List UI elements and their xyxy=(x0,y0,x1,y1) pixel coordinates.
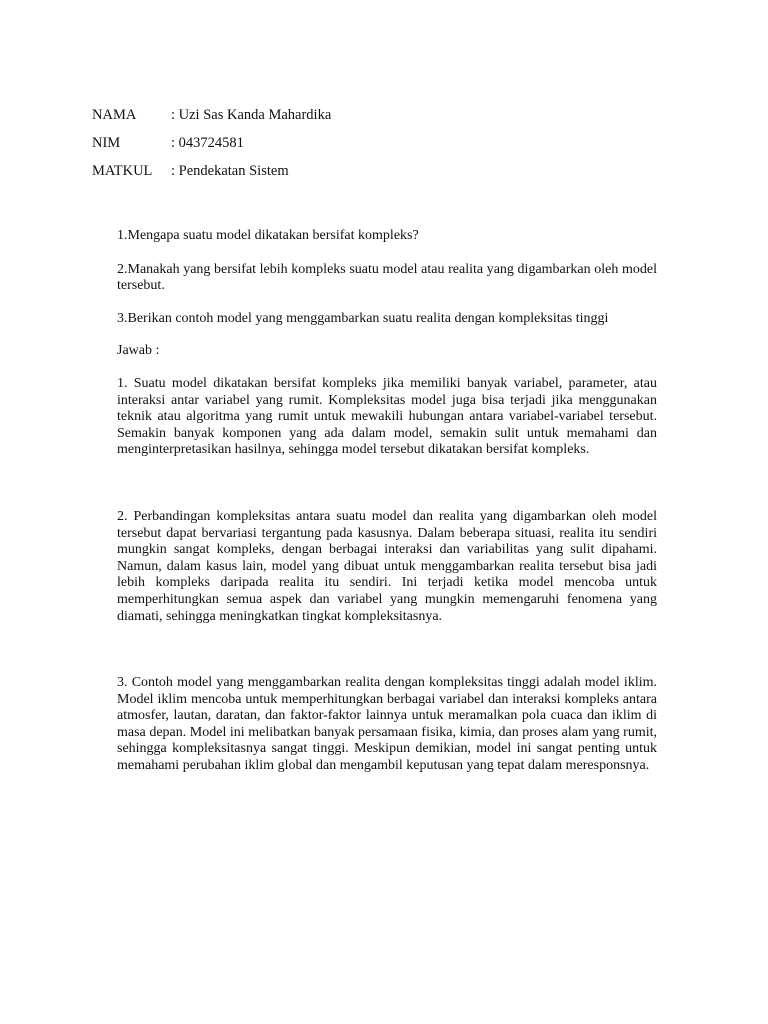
course-row xyxy=(92,157,331,185)
answer-3: 3. Contoh model yang menggambarkan realita dengan kompleksitas tinggi adalah model iklim. Model iklim mencoba untuk memperhitungkan berbagai variabel dan interaksi kompleks antara atmosfer, lautan, daratan, dan faktor-faktor lainnya untuk meramalkan pola cuaca dan iklim di masa depan. Model ini melibatkan banyak persamaan fisika, kimia, dan proses alam yang rumit, sehingga kompleksitasnya sangat tinggi. Meskipun demikian, model ini sangat penting untuk memahami perubahan iklim global dan mengambil keputusan yang tepat dalam meresponsnya. xyxy=(117,675,657,774)
nim-value: : 043724581 xyxy=(171,135,244,151)
document-body xyxy=(117,228,657,775)
name-row xyxy=(92,101,331,129)
question-2: 2.Manakah yang bersifat lebih kompleks suatu model atau realita yang digambarkan oleh model tersebut. xyxy=(117,261,657,294)
question-3: 3.Berikan contoh model yang menggambarkan suatu realita dengan kompleksitas tinggi xyxy=(117,310,609,326)
course-label: MATKUL xyxy=(92,163,153,179)
question-1: 1.Mengapa suatu model dikatakan bersifat kompleks? xyxy=(117,228,419,243)
name-value: : Uzi Sas Kanda Mahardika xyxy=(171,107,332,123)
answer-2: 2. Perbandingan kompleksitas antara suatu model dan realita yang digambarkan oleh model tersebut dapat bervariasi tergantung pada kasusnya. Dalam beberapa situasi, realita itu sendiri mungkin sangat kompleks, dengan berbagai interaksi dan variabilitas yang sulit dipahami. Namun, dalam kasus lain, model yang dibuat untuk menggambarkan realita tersebut bisa jadi lebih kompleks daripada realita itu sendiri. Ini terjadi ketika model mencoba untuk memperhitungkan semua aspek dan variabel yang mungkin memengaruhi fenomena yang diamati, sehingga meningkatkan tingkat kompleksitasnya. xyxy=(117,508,657,624)
nim-label: NIM xyxy=(92,135,121,151)
course-value: : Pendekatan Sistem xyxy=(171,163,289,179)
nim-row xyxy=(92,129,331,157)
student-info xyxy=(92,101,331,185)
answer-1: 1. Suatu model dikatakan bersifat kompleks jika memiliki banyak variabel, parameter, atau interaksi antar variabel yang rumit. Kompleksitas model juga bisa terjadi jika menggunakan teknik atau algoritma yang rumit untuk mewakili hubungan antara variabel-variabel tersebut. Semakin banyak komponen yang ada dalam model, semakin sulit untuk memahami dan menginterpretasikan hasilnya, sehingga model tersebut dikatakan bersifat kompleks. xyxy=(117,375,657,458)
answer-heading: Jawab : xyxy=(117,343,160,359)
name-label: NAMA xyxy=(92,107,137,123)
